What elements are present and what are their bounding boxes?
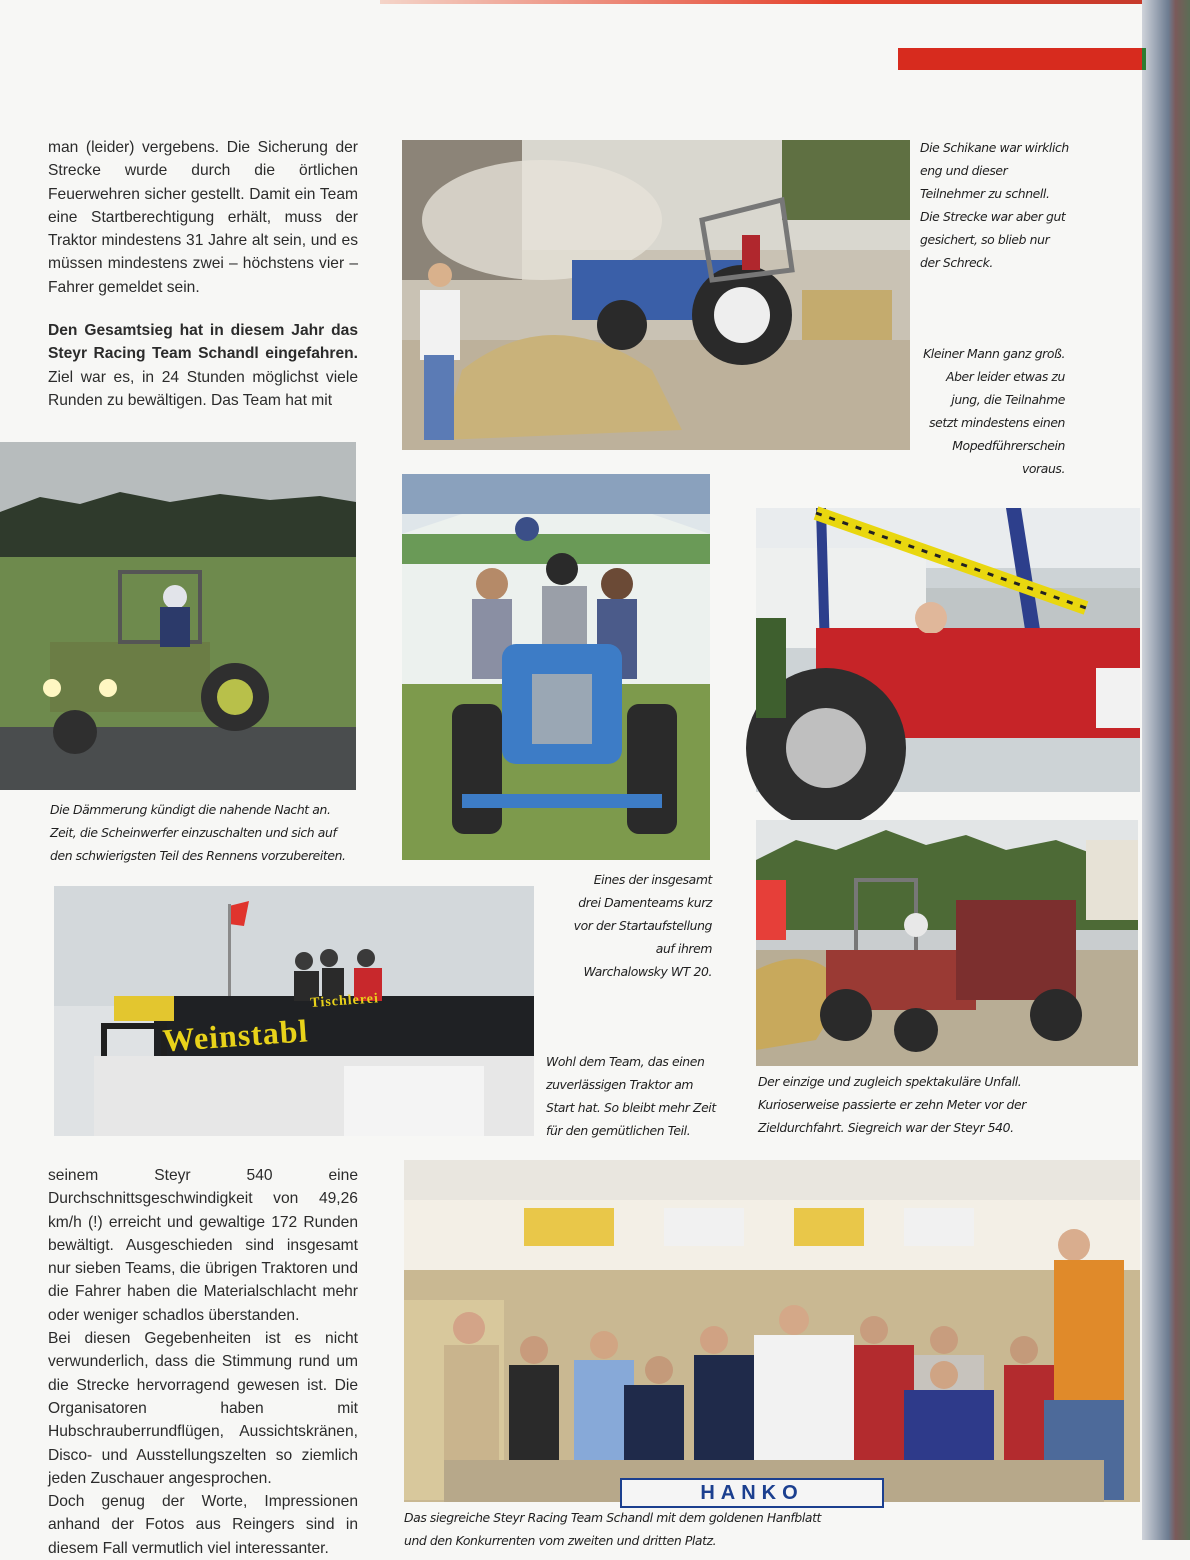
caption-sieger: Das siegreiche Steyr Racing Team Schandl mit dem goldenen Hanfblatt und den Konkurrenten vom zweiten und dritten Platz.: [404, 1510, 822, 1548]
caption-schikane: Die Schikane war wirklich eng und dieser Teilnehmer zu schnell. Die Strecke war aber gut gesichert, so blieb nur der Schreck.: [920, 140, 1069, 270]
section-marker-bar: [898, 48, 1142, 70]
top-edge-stripe: [380, 0, 1142, 4]
hanko-banner: HANKO: [620, 1478, 884, 1508]
article-text-top: [48, 136, 358, 412]
photo-sieger: [404, 1160, 1140, 1502]
paragraph-intro: man (leider) vergebens. Die Sicherung der Strecke wurde durch die örtlichen Feuerwehren sicher gestellt. Damit ein Team eine Startberechtigung erhält, muss der Traktor mindestens 31 Jahre alt sein, und es müssen mindestens zwei – höchstens vier – Fahrer gemeldet sein.: [48, 139, 358, 296]
caption-damenteam: Eines der insgesamt drei Damenteams kurz vor der Startaufstellung auf ihrem Warchalowsky WT 20.: [573, 872, 712, 979]
photo-schikane: [402, 140, 910, 450]
caption-unfall: Der einzige und zugleich spektakuläre Unfall. Kurioserweise passierte er zehn Meter vor der Zieldurchfahrt. Siegreich war der Steyr 540.: [758, 1074, 1026, 1135]
photo-unfall: [756, 820, 1138, 1066]
paragraph-winner: Den Gesamtsieg hat in diesem Jahr das Steyr Racing Team Schandl eingefahren.: [48, 322, 358, 363]
truck-sign: Tischlerei Weinstabl: [161, 991, 380, 1059]
paragraph-fotos: Doch genug der Worte, Impressionen anhand der Fotos aus Reingers sind in diesem Fall vermutlich viel interessanter.: [48, 1493, 358, 1557]
page-edge: [1142, 0, 1190, 1540]
caption-kleiner-mann: Kleiner Mann ganz groß. Aber leider etwas zu jung, die Teilnahme setzt mindestens einen Mopedführerschein voraus.: [923, 346, 1065, 476]
photo-kleiner-mann: [756, 508, 1140, 792]
paragraph-steyr: seinem Steyr 540 eine Durchschnittsgeschwindigkeit von 49,26 km/h (!) erreicht und gewaltige 172 Runden bewältigt. Ausgeschieden sind insgesamt nur sieben Teams, die übrigen Traktoren und die Fahrer haben die Materialschlacht mehr oder weniger schadlos überstanden.: [48, 1167, 358, 1324]
paragraph-goal: Ziel war es, in 24 Stunden möglichst viele Runden zu bewältigen. Das Team hat mit: [48, 368, 358, 409]
photo-daemmerung: [0, 442, 356, 790]
paragraph-stimmung: Bei diesen Gegebenheiten ist es nicht verwunderlich, dass die Stimmung rund um die Strecke hervorragend gewesen ist. Die Organisatoren haben mit Hubschrauberrundflügen, Aussichtskränen, Disco- und Ausstellungszelten so ziemlich jeden Zuschauer angesprochen.: [48, 1330, 358, 1487]
caption-daemmerung: Die Dämmerung kündigt die nahende Nacht an. Zeit, die Scheinwerfer einzuschalten und sich auf den schwierigsten Teil des Rennens vorzubereiten.: [50, 802, 346, 863]
caption-wohl-dem-team: Wohl dem Team, das einen zuverlässigen Traktor am Start hat. So bleibt mehr Zeit für den gemütlichen Teil.: [546, 1054, 716, 1138]
article-text-bottom: [48, 1164, 358, 1560]
photo-damenteam: [402, 474, 710, 860]
